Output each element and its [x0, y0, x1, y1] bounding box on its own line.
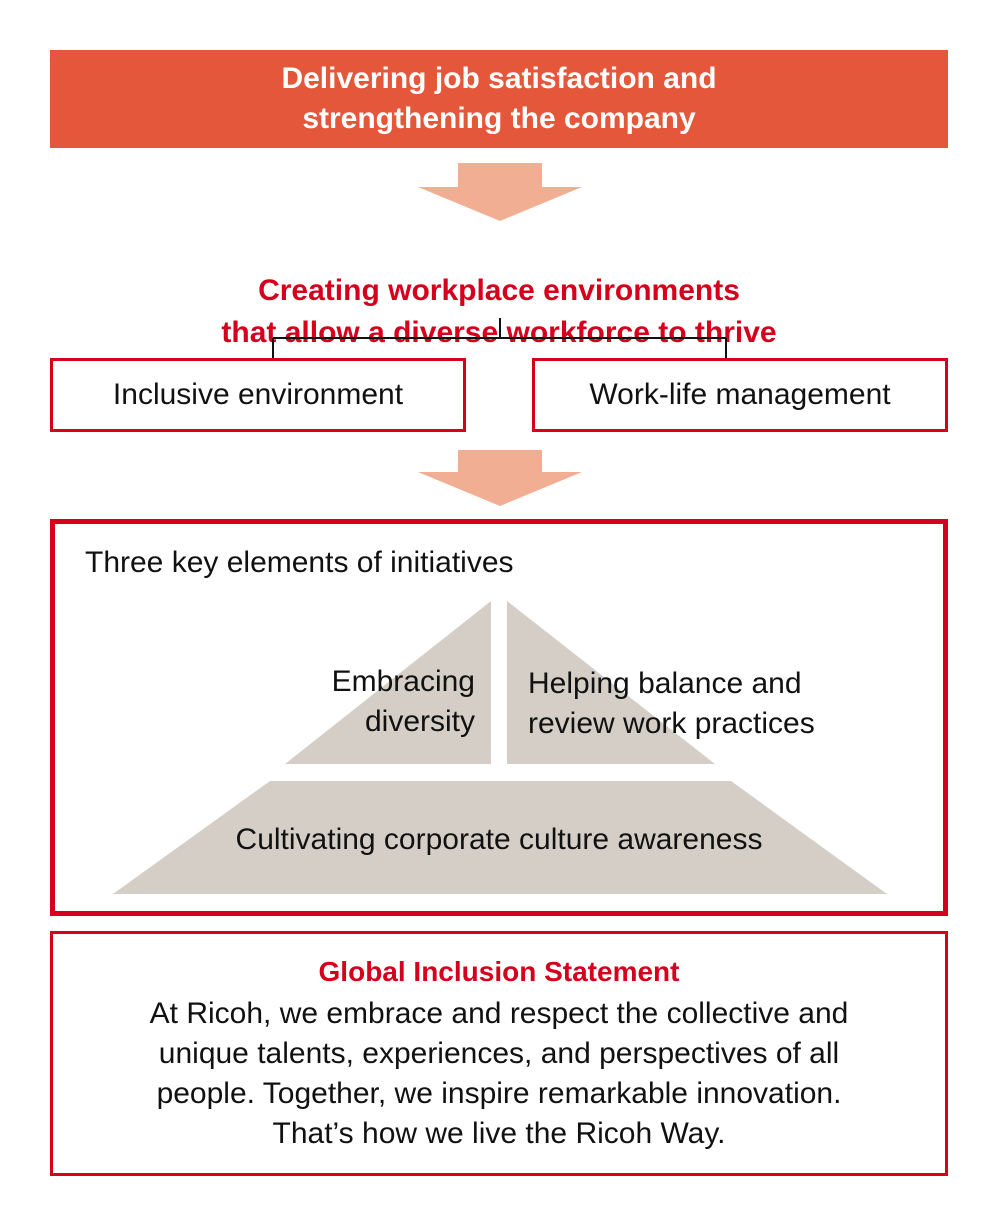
goal-banner [50, 50, 948, 148]
statement-body: At Ricoh, we embrace and respect the collective and unique talents, experiences, and perspectives of all people. Together, we inspire remarkable innovation. That’s how we live the Ricoh Way. [149, 997, 849, 1150]
statement-title: Global Inclusion Statement [318, 956, 680, 987]
down-arrow-icon [418, 163, 582, 221]
goal-text: Delivering job satisfaction and strengthening the company [281, 62, 717, 135]
pillar-inclusive-environment: Inclusive environment [50, 358, 466, 432]
key-elements-panel [50, 519, 948, 916]
balance-work-practices-label: Helping balance and review work practices [528, 667, 815, 740]
elements-title: Three key elements of initiatives [85, 546, 514, 579]
down-arrow-icon [418, 450, 582, 506]
corporate-culture-label: Cultivating corporate culture awareness [235, 823, 763, 856]
pillar-work-life-management: Work-life management [532, 358, 948, 432]
inclusion-statement-panel [50, 931, 948, 1176]
aim-heading: Creating workplace environments that allow a diverse workforce to thrive [221, 274, 777, 349]
embracing-diversity-label: Embracing diversity [331, 665, 475, 738]
